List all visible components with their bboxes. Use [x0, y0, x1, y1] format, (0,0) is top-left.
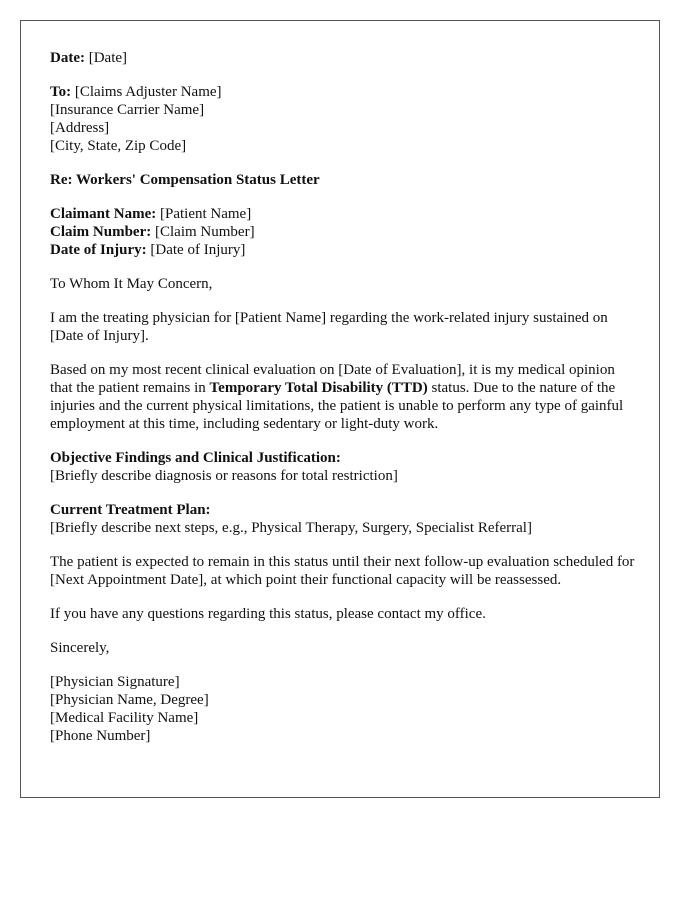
claimant-name-label: Claimant Name:: [50, 206, 157, 222]
physician-name-degree: [Physician Name, Degree]: [50, 692, 209, 708]
claim-number-line: [50, 223, 640, 241]
salutation: To Whom It May Concern,: [50, 276, 213, 292]
findings-text: [Briefly describe diagnosis or reasons for total restriction]: [50, 468, 398, 484]
date-value: [Date]: [88, 50, 128, 66]
medical-facility-name: [Medical Facility Name]: [50, 710, 199, 726]
closing: Sincerely,: [50, 640, 110, 656]
to-label: To:: [50, 84, 72, 100]
findings-heading: Objective Findings and Clinical Justification:: [50, 450, 341, 466]
signature-block: [50, 673, 640, 745]
claimant-name-value: [Patient Name]: [159, 206, 252, 222]
address-line: [Address]: [50, 120, 110, 136]
treatment-section: [50, 501, 640, 537]
intro-paragraph: I am the treating physician for [Patient Name] regarding the work-related injury sustained on [Date of Injury].: [50, 310, 608, 344]
phone-number: [Phone Number]: [50, 728, 151, 744]
date-line: [50, 49, 640, 67]
letter-content: [50, 49, 640, 761]
treatment-text: [Briefly describe next steps, e.g., Physical Therapy, Surgery, Specialist Referral]: [50, 520, 532, 536]
city-state-zip: [City, State, Zip Code]: [50, 138, 187, 154]
date-of-injury-value: [Date of Injury]: [150, 242, 246, 258]
physician-signature: [Physician Signature]: [50, 674, 180, 690]
findings-section: [50, 449, 640, 485]
recipient-name: [Claims Adjuster Name]: [74, 84, 222, 100]
claim-number-label: Claim Number:: [50, 224, 152, 240]
disability-status: Temporary Total Disability (TTD): [209, 380, 428, 396]
claim-number-value: [Claim Number]: [155, 224, 255, 240]
date-label: Date:: [50, 50, 85, 66]
subject-line: Re: Workers' Compensation Status Letter: [50, 172, 320, 188]
date-of-injury-label: Date of Injury:: [50, 242, 147, 258]
claimant-name-line: [50, 205, 640, 223]
date-of-injury-line: [50, 241, 640, 259]
recipient-address: [50, 83, 640, 155]
follow-up-paragraph: The patient is expected to remain in this status until their next follow-up evaluation scheduled for [Next Appointment Date], at which point their functional capacity will be reassessed.: [50, 554, 635, 588]
evaluation-paragraph: [50, 361, 640, 433]
evaluation-text-before: Based on my most recent clinical evaluation on [Date of Evaluation], it is my medical opinion that the patient remains in: [50, 362, 615, 396]
treatment-heading: Current Treatment Plan:: [50, 502, 211, 518]
claim-info: [50, 205, 640, 259]
evaluation-text-after: status. Due to the nature of the injuries and the current physical limitations, the patient is unable to perform any type of gainful employment at this time, including sedentary or light-duty work.: [50, 380, 624, 432]
letter-page: [20, 20, 660, 798]
contact-paragraph: If you have any questions regarding this status, please contact my office.: [50, 606, 486, 622]
recipient-first-line: [50, 83, 640, 101]
carrier-name: [Insurance Carrier Name]: [50, 102, 205, 118]
